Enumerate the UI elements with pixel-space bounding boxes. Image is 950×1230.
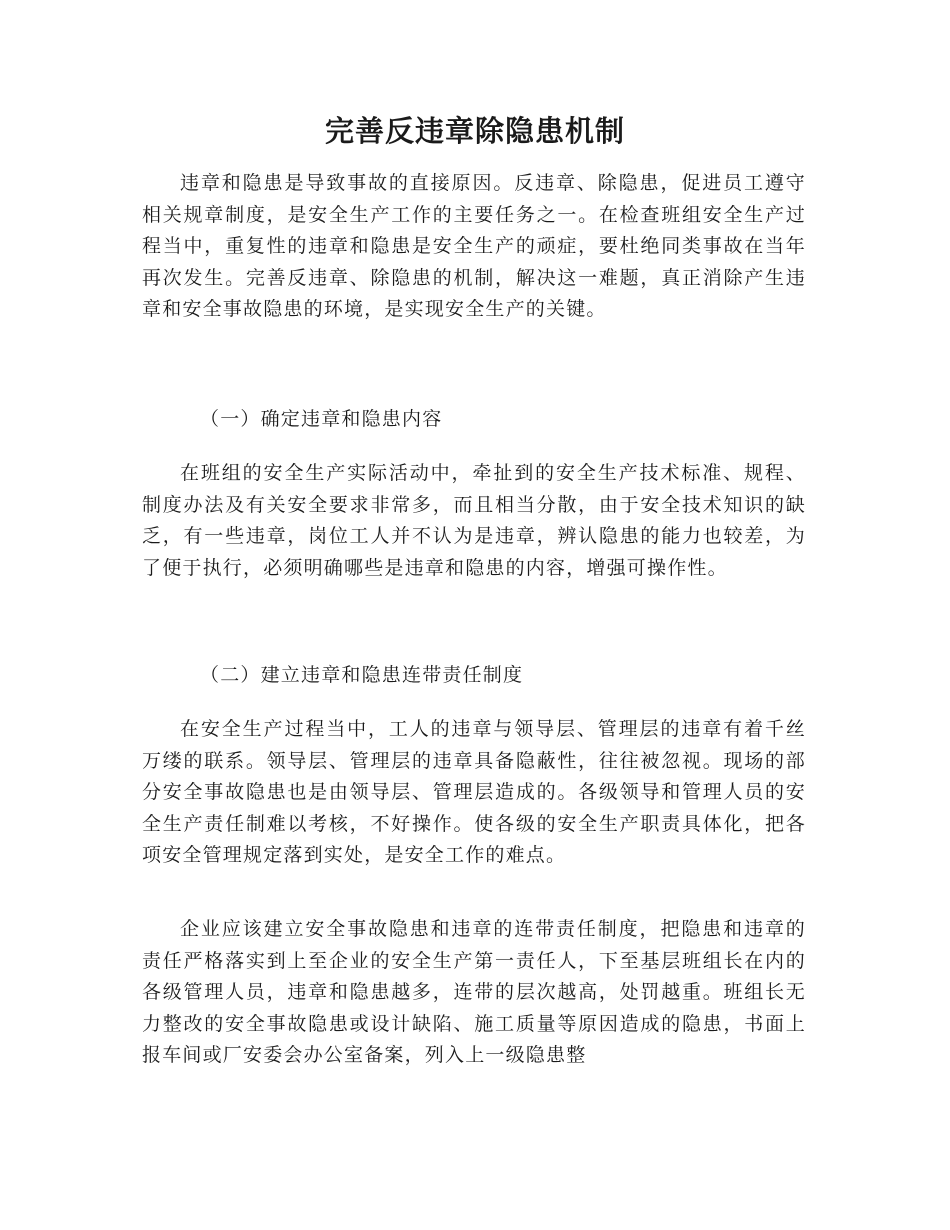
paragraph-intro	[142, 168, 806, 326]
section-heading-2	[142, 660, 806, 692]
section-heading-text: （一）确定违章和隐患内容	[200, 408, 443, 430]
section-heading-1	[142, 404, 806, 436]
paragraph-text: 企业应该建立安全事故隐患和违章的连带责任制度，把隐患和违章的责任严格落实到上至企业的安全生产第一责任人，下至基层班组长在内的各级管理人员，违章和隐患越多，连带的层次越高，处罚越重。班组长无力整改的安全事故隐患或设计缺陷、施工质量等原因造成的隐患，书面上报车间或厂安委会办公室备案，列入上一级隐患整	[142, 918, 806, 1067]
paragraph-text: 违章和隐患是导致事故的直接原因。反违章、除隐患，促进员工遵守相关规章制度，是安全生产工作的主要任务之一。在检查班组安全生产过程当中，重复性的违章和隐患是安全生产的顽症，要杜绝同类事故在当年再次发生。完善反违章、除隐患的机制，解决这一难题，真正消除产生违章和安全事故隐患的环境，是实现安全生产的关键。	[142, 172, 806, 321]
section-heading-text: （二）建立违章和隐患连带责任制度	[200, 664, 524, 686]
paragraph-section-1	[142, 458, 806, 584]
paragraph-section-2-continued	[142, 914, 806, 1072]
paragraph-section-2	[142, 714, 806, 872]
paragraph-text: 在班组的安全生产实际活动中，牵扯到的安全生产技术标准、规程、制度办法及有关安全要求非常多，而且相当分散，由于安全技术知识的缺乏，有一些违章，岗位工人并不认为是违章，辨认隐患的能力也较差，为了便于执行，必须明确哪些是违章和隐患的内容，增强可操作性。	[142, 462, 806, 579]
document-title: 完善反违章除隐患机制	[324, 114, 625, 148]
paragraph-text: 在安全生产过程当中，工人的违章与领导层、管理层的违章有着千丝万缕的联系。领导层、管理层的违章具备隐蔽性，往往被忽视。现场的部分安全事故隐患也是由领导层、管理层造成的。各级领导和管理人员的安全生产责任制难以考核，不好操作。使各级的安全生产职责具体化，把各项安全管理规定落到实处，是安全工作的难点。	[142, 718, 806, 867]
